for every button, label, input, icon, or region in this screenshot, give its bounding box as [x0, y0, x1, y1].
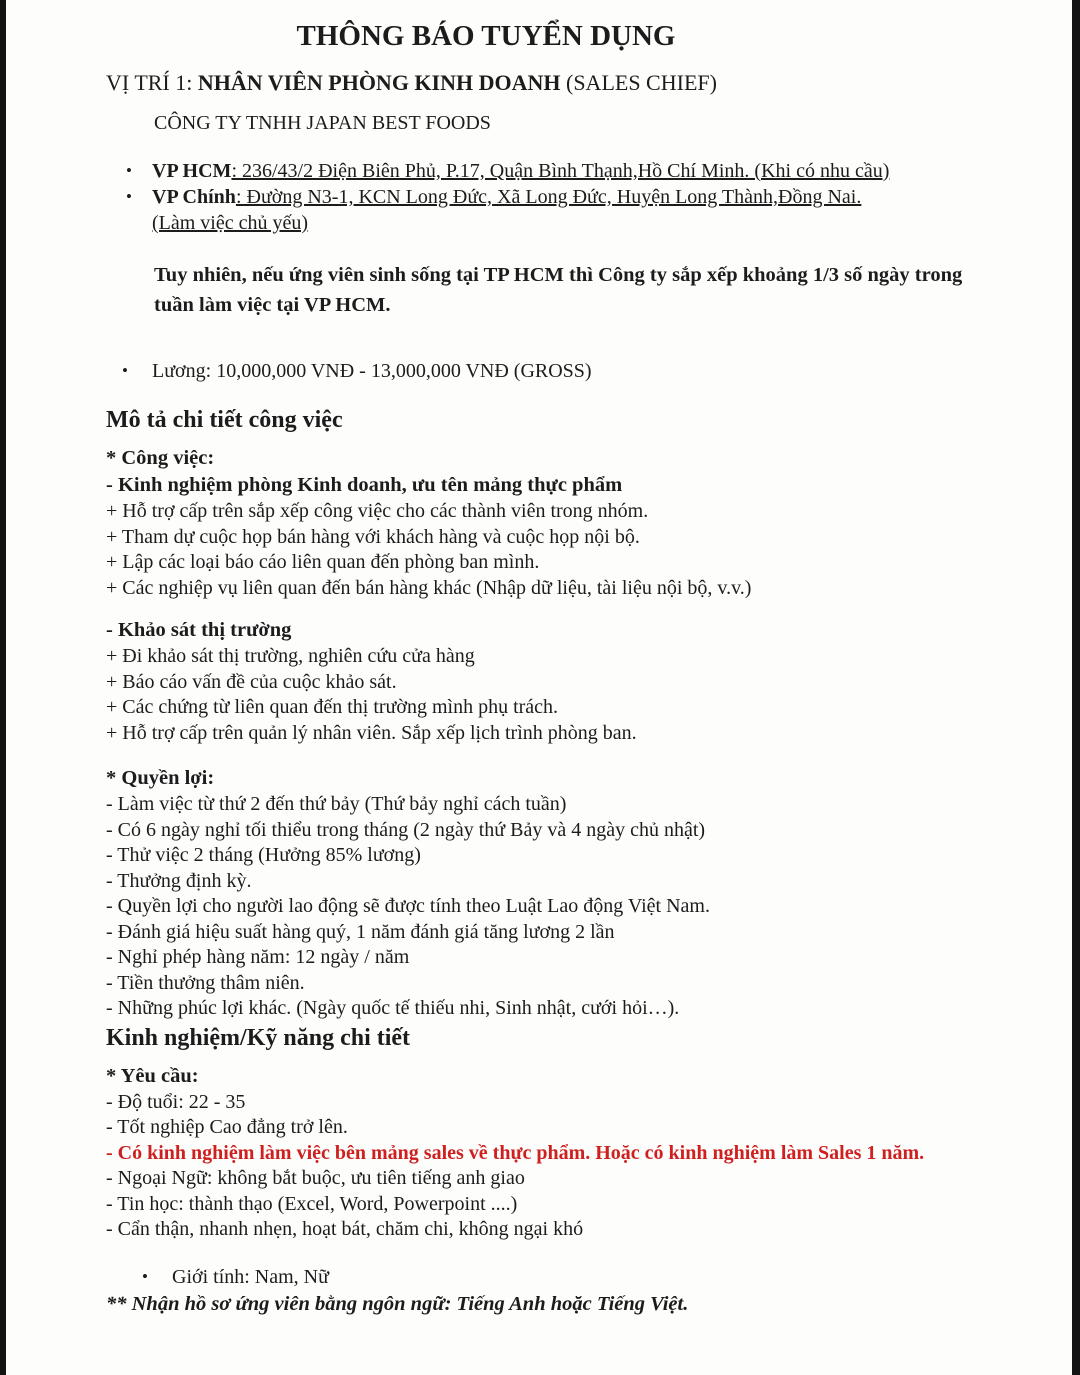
bullet-icon: • [142, 1266, 148, 1286]
section-heading-skills: Kinh nghiệm/Kỹ năng chi tiết [106, 1024, 411, 1051]
gender-item [142, 1264, 1012, 1290]
requirements-heading: * Yêu cầu: [106, 1064, 199, 1087]
survey-item: + Báo cáo vấn đề của cuộc khảo sát. [106, 670, 397, 693]
doc-title: THÔNG BÁO TUYỂN DỤNG [296, 20, 676, 52]
benefit-item: - Đánh giá hiệu suất hàng quý, 1 năm đánh giá tăng lương 2 lần [106, 920, 615, 943]
bullet-icon: • [126, 187, 132, 206]
salary-text: Lương: 10,000,000 VNĐ - 13,000,000 VNĐ (GROSS) [152, 360, 592, 382]
work-item: + Các nghiệp vụ liên quan đến bán hàng khác (Nhập dữ liệu, tài liệu nội bộ, v.v.) [106, 576, 752, 599]
office-label: VP Chính [152, 186, 236, 208]
gender-text: Giới tính: Nam, Nữ [172, 1265, 329, 1288]
work-heading: * Công việc: [106, 447, 215, 469]
benefit-item: - Tiền thưởng thâm niên. [106, 971, 305, 994]
left-edge-bar [0, 0, 6, 1375]
relocation-note: Tuy nhiên, nếu ứng viên sinh sống tại TP HCM thì Công ty sắp xếp khoảng 1/3 số ngày trong tuần làm việc tại VP HCM. [154, 264, 963, 316]
office-item-hcm [126, 158, 1012, 184]
requirement-item: - Tốt nghiệp Cao đẳng trở lên. [106, 1116, 348, 1138]
work-item: + Tham dự cuộc họp bán hàng với khách hàng và cuộc họp nội bộ. [106, 525, 640, 548]
office-detail: : 236/43/2 Điện Biên Phủ, P.17, Quận Bình Thạnh,Hồ Chí Minh. (Khi có nhu cầu) [231, 160, 890, 182]
position-prefix: VỊ TRÍ 1: [106, 70, 198, 95]
office-detail: : Đường N3-1, KCN Long Đức, Xã Long Đức, Huyện Long Thành,Đồng Nai.(Làm việc chủ yếu) [152, 186, 862, 234]
salary-item [122, 358, 1012, 384]
work-item: + Hỗ trợ cấp trên sắp xếp công việc cho các thành viên trong nhóm. [106, 500, 649, 522]
position-role: NHÂN VIÊN PHÒNG KINH DOANH [197, 70, 561, 95]
benefit-item: - Thử việc 2 tháng (Hưởng 85% lương) [106, 844, 421, 866]
benefit-item: - Có 6 ngày nghỉ tối thiểu trong tháng (2 ngày thứ Bảy và 4 ngày chủ nhật) [106, 818, 706, 841]
survey-item: + Đi khảo sát thị trường, nghiên cứu cửa hàng [106, 645, 475, 667]
section-heading-job-description: Mô tả chi tiết công việc [106, 407, 343, 433]
benefit-item: - Những phúc lợi khác. (Ngày quốc tế thiếu nhi, Sinh nhật, cưới hỏi…). [106, 997, 680, 1019]
requirement-item: - Cẩn thận, nhanh nhẹn, hoạt bát, chăm chi, không ngại khó [106, 1218, 584, 1240]
survey-item: + Các chứng từ liên quan đến thị trường mình phụ trách. [106, 696, 559, 718]
company-name: CÔNG TY TNHH JAPAN BEST FOODS [154, 112, 491, 134]
bullet-icon: • [126, 161, 132, 180]
right-edge-bar [1072, 0, 1080, 1375]
office-item-main [126, 184, 1012, 236]
survey-item: + Hỗ trợ cấp trên quản lý nhân viên. Sắp xếp lịch trình phòng ban. [106, 721, 637, 744]
benefits-heading: * Quyền lợi: [106, 767, 215, 789]
benefit-item: - Quyền lợi cho người lao động sẽ được tính theo Luật Lao động Việt Nam. [106, 895, 710, 917]
office-label: VP HCM [152, 160, 232, 182]
requirement-item: - Độ tuổi: 22 - 35 [106, 1090, 246, 1113]
bullet-icon: • [122, 361, 128, 380]
language-note: ** Nhận hồ sơ ứng viên bằng ngôn ngữ: Tiếng Anh hoặc Tiếng Việt. [106, 1292, 689, 1315]
requirement-item: - Ngoại Ngữ: không bắt buộc, ưu tiên tiếng anh giao [106, 1167, 525, 1189]
document-page [6, 0, 1072, 1375]
benefit-item: - Thưởng định kỳ. [106, 869, 252, 892]
office-list [126, 158, 1012, 236]
position-line [106, 68, 1012, 98]
requirement-highlight: - Có kinh nghiệm làm việc bên mảng sales về thực phẩm. Hoặc có kinh nghiệm làm Sales 1 năm. [106, 1141, 925, 1164]
requirement-item: - Tin học: thành thạo (Excel, Word, Powerpoint ....) [106, 1192, 518, 1215]
benefit-item: - Nghỉ phép hàng năm: 12 ngày / năm [106, 946, 410, 968]
benefit-item: - Làm việc từ thứ 2 đến thứ bảy (Thứ bảy nghỉ cách tuần) [106, 793, 567, 815]
work-experience-line: - Kinh nghiệm phòng Kinh doanh, ưu tên mảng thực phẩm [106, 474, 623, 496]
survey-heading: - Khảo sát thị trường [106, 619, 292, 641]
position-suffix: (SALES CHIEF) [560, 70, 717, 95]
work-item: + Lập các loại báo cáo liên quan đến phòng ban mình. [106, 551, 540, 573]
